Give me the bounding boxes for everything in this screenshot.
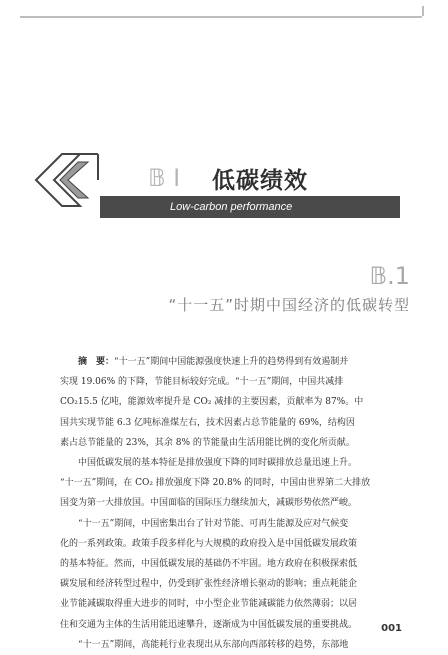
- paragraph: [60, 514, 408, 635]
- top-rule-end: [422, 6, 424, 16]
- paragraph: [60, 635, 408, 655]
- paragraph-line: 国变为第一大排放国。中国面临的国际压力继续加大，减碳形势依然严峻。: [60, 498, 358, 509]
- section-title: 低碳绩效: [212, 168, 308, 194]
- paragraph-line: “十一五”期间，中国密集出台了针对节能、可再生能源及应对气候变: [78, 518, 349, 529]
- abstract-line: CO₂15.5 亿吨，能源效率提升是 CO₂ 减排的主要因素，贡献率为 87%。中: [60, 397, 364, 408]
- paragraph-line: 碳发展和经济转型过程中，仍受到扩张性经济增长驱动的影响；重点耗能企: [60, 579, 358, 590]
- paragraph-line: 住和交通为主体的生活用能迅速攀升，逐渐成为中国低碳发展的重要挑战。: [60, 619, 358, 630]
- paragraph-line: 化的一系列政策。政策手段多样化与大规模的政府投入是中国低碳发展政策: [60, 538, 358, 549]
- paragraph-line: “十一五”期间，在 CO₂ 排放强度下降 20.8% 的同时，中国由世界第二大排放: [60, 478, 371, 489]
- abstract: [60, 352, 408, 453]
- section-mark: 𝔹 I: [148, 164, 181, 192]
- article-body: [60, 352, 408, 655]
- abstract-label: 摘 要：: [78, 357, 115, 367]
- page-number: 001: [381, 623, 402, 634]
- abstract-line: 实现 19.06% 的下降，节能目标较好完成。“十一五”期间，中国共减排: [60, 377, 344, 388]
- paragraph-line: 业节能减碳取得重大进步的同时，中小型企业节能减碳能力依然薄弱；以居: [60, 599, 358, 610]
- abstract-line: 素占总节能量的 23%，其余 8% 的节能量由生活用能比例的变化所贡献。: [60, 437, 355, 448]
- paragraph-line: 的基本特征。然而，中国低碳发展的基础仍不牢固。地方政府在积极探索低: [60, 559, 358, 570]
- paragraph-line: “十一五”期间，高能耗行业表现出从东部向西部转移的趋势，东部地: [78, 639, 349, 650]
- paragraph: [60, 453, 408, 514]
- section-subtitle-banner: Low-carbon performance: [100, 196, 400, 218]
- top-rule: [20, 16, 422, 18]
- abstract-line: 国共实现节能 6.3 亿吨标准煤左右，技术因素占总节能量的 69%，结构因: [60, 417, 355, 428]
- abstract-line: 摘 要：“十一五”期间中国能源强度快速上升的趋势得到有效遏制并: [78, 357, 349, 367]
- paragraph-line: 中国低碳发展的基本特征是排放强度下降的同时碳排放总量迅速上升。: [78, 458, 358, 469]
- article-title: “十一五”时期中国经济的低碳转型: [168, 296, 410, 314]
- article-mark: 𝔹.1: [369, 262, 410, 290]
- chevron-arrow-icon: [32, 150, 100, 210]
